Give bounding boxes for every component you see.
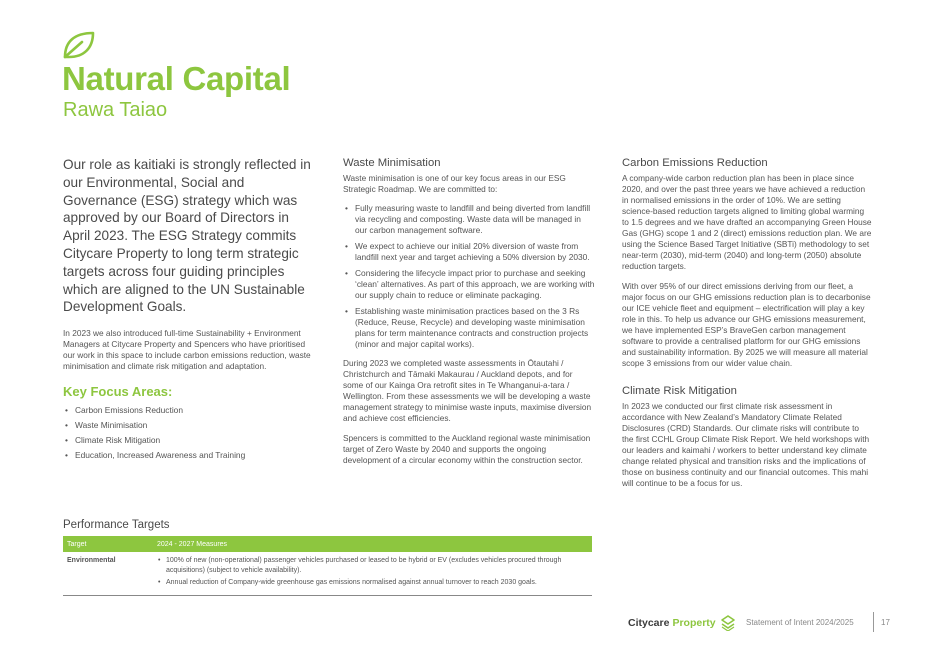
waste-list <box>343 203 595 350</box>
footer-logo <box>628 615 736 631</box>
list-item: • Education, Increased Awareness and Training <box>63 450 313 461</box>
carbon-para-2: With over 95% of our direct emissions deriving from our fleet, a major focus on our GHG emissions reduction plan is to decarbonise our ICE vehicle fleet and equipment – electrification will play a key role in this. To help us advance our GHG emissions measurement, we have implemented ESP’s BraveGen carbon management software to provide a centralised platform for our GHG emissions and sustainability information. By 2025 we will measure all material scope 3 emissions from our wider value chain. <box>622 281 871 368</box>
climate-heading: Climate Risk Mitigation <box>622 385 737 397</box>
table-header-row <box>63 536 592 552</box>
key-focus-heading: Key Focus Areas: <box>63 384 173 400</box>
list-item: • Waste Minimisation <box>63 420 313 431</box>
footer-divider <box>873 612 874 632</box>
waste-heading: Waste Minimisation <box>343 157 441 169</box>
page-title: Natural Capital <box>62 60 291 97</box>
list-item: • Annual reduction of Company-wide greenhouse gas emissions normalised against annual turnover to reach 2030 goals. <box>157 578 588 588</box>
list-item: • Fully measuring waste to landfill and being diverted from landfill via recycling and composting. Waste data will be managed in our carbon management software. <box>343 203 595 236</box>
list-item: • Establishing waste minimisation practices based on the 3 Rs (Reduce, Reuse, Recycle) and developing waste minimisation plans for term maintenance contracts and construction projects (minor and major capital works). <box>343 306 595 350</box>
page-number: 17 <box>881 618 890 627</box>
climate-para-1: In 2023 we conducted our first climate risk assessment in accordance with New Zealand’s Mandatory Climate Related Disclosures (CRD) Standards. Our climate risks will contribute to the first CCHL Group Climate Risk Report. We held workshops with our leaders and kaimahi / workers to better understand key climate change related physical and transition risks and the implications of those on business continuity and our financial outcomes. This mahi will continue to be a focus for us. <box>622 401 870 488</box>
table-row <box>63 552 592 595</box>
row-label: Environmental <box>63 552 153 595</box>
carbon-heading: Carbon Emissions Reduction <box>622 157 768 169</box>
waste-para-2: Spencers is committed to the Auckland regional waste minimisation target of Zero Waste by 2040 and supports the ongoing development of a circular economy within the construction sector. <box>343 433 591 465</box>
performance-table <box>63 536 592 596</box>
key-focus-list <box>63 405 313 461</box>
waste-column <box>343 157 595 474</box>
intro-column <box>63 156 313 465</box>
waste-intro: Waste minimisation is one of our key focus areas in our ESG Strategic Roadmap. We are committed to: <box>343 173 566 194</box>
page-subtitle: Rawa Taiao <box>63 99 168 121</box>
row-measures <box>153 552 592 595</box>
column-header: Target <box>63 536 153 552</box>
performance-heading: Performance Targets <box>63 519 170 531</box>
logo-leaf-icon <box>720 615 736 631</box>
carbon-para-1: A company-wide carbon reduction plan has been in place since 2020, and over the past three years we have achieved a reduction in normalised emissions in the order of 10%. We are setting science-based reduction targets aligned to limiting global warming to 1.5 degrees and we have drafted an accompanying Green House Gas (GHG) scope 1 and 2 (direct) emissions reduction plan. We are using the Science Based Target Initiative (SBTi) methodology to set near-term (2030), mid-term (2040) and long-term (2050) absolute reduction targets. <box>622 173 872 271</box>
footer-document-title: Statement of Intent 2024/2025 <box>746 618 854 627</box>
brand-name-accent: Property <box>672 617 716 629</box>
list-item: • We expect to achieve our initial 20% diversion of waste from landfill next year and target achieving a 50% diversion by 2030. <box>343 241 595 263</box>
intro-body: In 2023 we also introduced full-time Sustainability + Environment Managers at Citycare Property and Spencers who have prioritised our work in this space to include carbon emissions reduction, waste minimisation and climate risk mitigation and adaptation. <box>63 328 311 372</box>
list-item: • Considering the lifecycle impact prior to purchase and seeking ‘clean’ alternatives. As part of this approach, we are working with our supply chain to reduce or eliminate packaging. <box>343 268 595 301</box>
leaf-icon <box>62 30 96 60</box>
list-item: • Carbon Emissions Reduction <box>63 405 313 416</box>
waste-para-1: During 2023 we completed waste assessments in Ōtautahi / Christchurch and Tāmaki Makaurau / Auckland depots, and for some of our Kainga Ora retrofit sites in Te Whanganui-a-tara / Wellington. From these assessments we will be developing a waste management strategy to minimise waste inputs, maximise diversion and achieve cost efficiencies. <box>343 358 592 423</box>
brand-name: Citycare <box>628 617 670 629</box>
list-item: • Climate Risk Mitigation <box>63 435 313 446</box>
list-item: • 100% of new (non-operational) passenger vehicles purchased or leased to be hybrid or EV (excludes vehicles procured through acquisitions) (subject to vehicle availability). <box>157 556 588 575</box>
column-header: 2024 - 2027 Measures <box>153 536 592 552</box>
carbon-climate-column <box>622 157 872 497</box>
intro-lead: Our role as kaitiaki is strongly reflected in our Environmental, Social and Governance (ESG) strategy which was approved by our Board of Directors in April 2023. The ESG Strategy commits Citycare Property to long term strategic targets across four guiding principles which are aligned to the UN Sustainable Development Goals. <box>63 157 311 315</box>
